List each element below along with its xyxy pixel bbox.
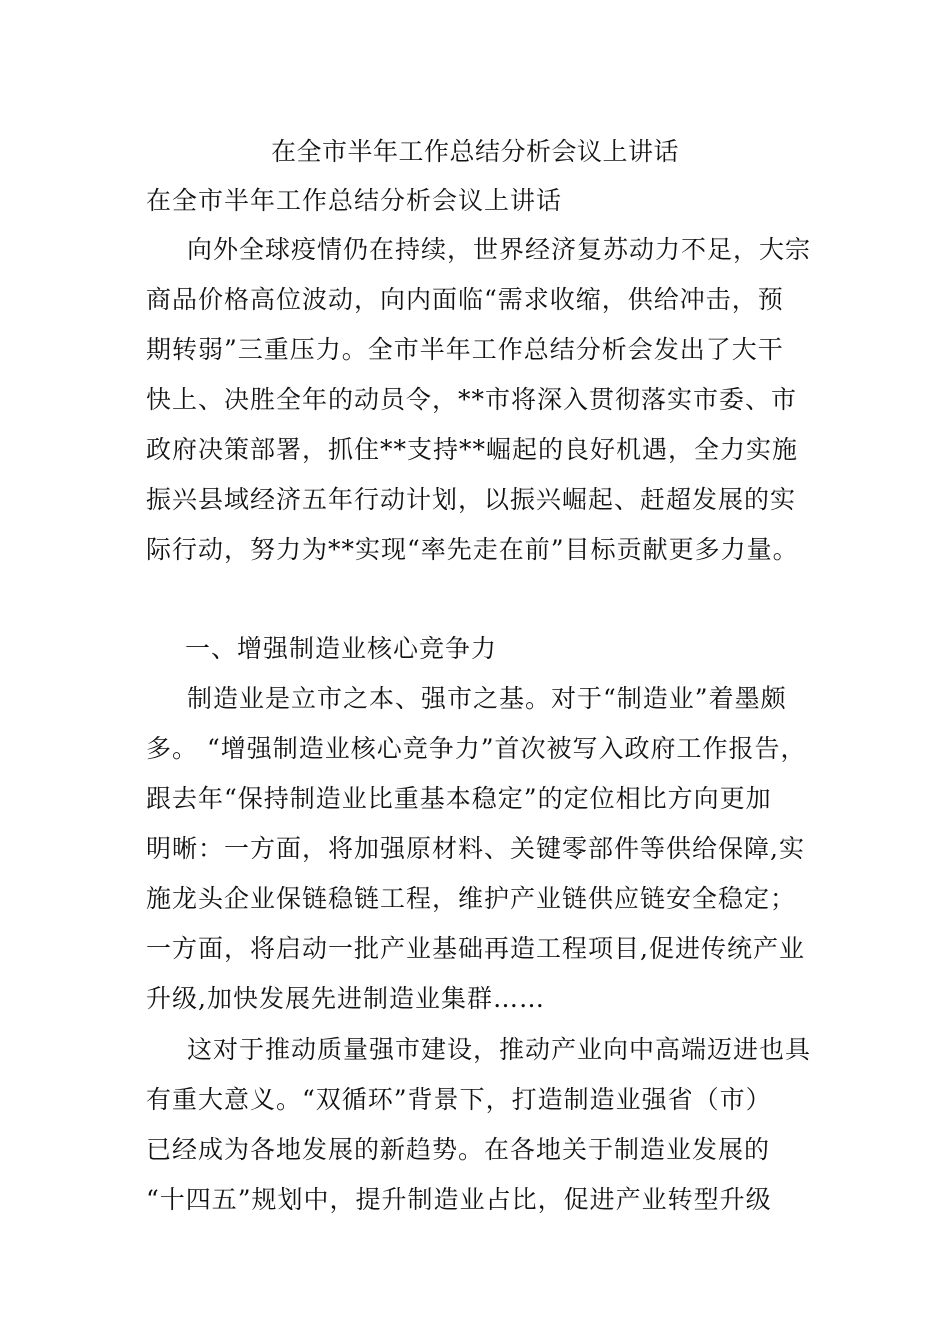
paragraph-1-line-7: 际行动，努力为**实现“率先走在前”目标贡献更多力量。 bbox=[146, 535, 799, 564]
section-1-heading: 一、增强制造业核心竞争力 bbox=[185, 634, 498, 663]
paragraph-3-line-4: “十四五”规划中，提升制造业占比，促进产业转型升级 bbox=[146, 1185, 772, 1214]
paragraph-1-line-5: 政府决策部署，抓住**支持**崛起的良好机遇，全力实施 bbox=[146, 435, 799, 464]
paragraph-2-line-6: 一方面，将启动一批产业基础再造工程项目,促进传统产业 bbox=[146, 934, 805, 963]
paragraph-2-line-3: 跟去年“保持制造业比重基本稳定”的定位相比方向更加 bbox=[146, 784, 772, 813]
paragraph-2-line-7: 升级,加快发展先进制造业集群…… bbox=[146, 984, 545, 1013]
paragraph-2-line-1: 制造业是立市之本、强市之基。对于“制造业”着墨颇 bbox=[187, 684, 787, 713]
paragraph-1-line-2: 商品价格高位波动，向内面临“需求收缩，供给冲击，预 bbox=[146, 285, 784, 314]
document-title: 在全市半年工作总结分析会议上讲话 bbox=[270, 137, 679, 166]
paragraph-2-line-4: 明晰：一方面，将加强原材料、关键零部件等供给保障,实 bbox=[146, 834, 805, 863]
paragraph-2-line-2: 多。 “增强制造业核心竞争力”首次被写入政府工作报告， bbox=[146, 734, 807, 763]
paragraph-2-line-5: 施龙头企业保链稳链工程，维护产业链供应链安全稳定； bbox=[146, 884, 797, 913]
paragraph-3-line-2: 有重大意义。“双循环”背景下，打造制造业强省（市） bbox=[146, 1085, 772, 1114]
document-subtitle: 在全市半年工作总结分析会议上讲话 bbox=[146, 186, 563, 215]
paragraph-3-line-1: 这对于推动质量强市建设，推动产业向中高端迈进也具 bbox=[187, 1035, 812, 1064]
paragraph-1-line-6: 振兴县域经济五年行动计划，以振兴崛起、赶超发展的实 bbox=[146, 485, 797, 514]
paragraph-3-line-3: 已经成为各地发展的新趋势。在各地关于制造业发展的 bbox=[146, 1135, 771, 1164]
paragraph-1-line-3: 期转弱”三重压力。全市半年工作总结分析会发出了大干 bbox=[146, 335, 784, 364]
paragraph-1-line-4: 快上、决胜全年的动员令，**市将深入贯彻落实市委、市 bbox=[146, 385, 798, 414]
paragraph-1-line-1: 向外全球疫情仍在持续，世界经济复苏动力不足，大宗 bbox=[187, 235, 812, 264]
